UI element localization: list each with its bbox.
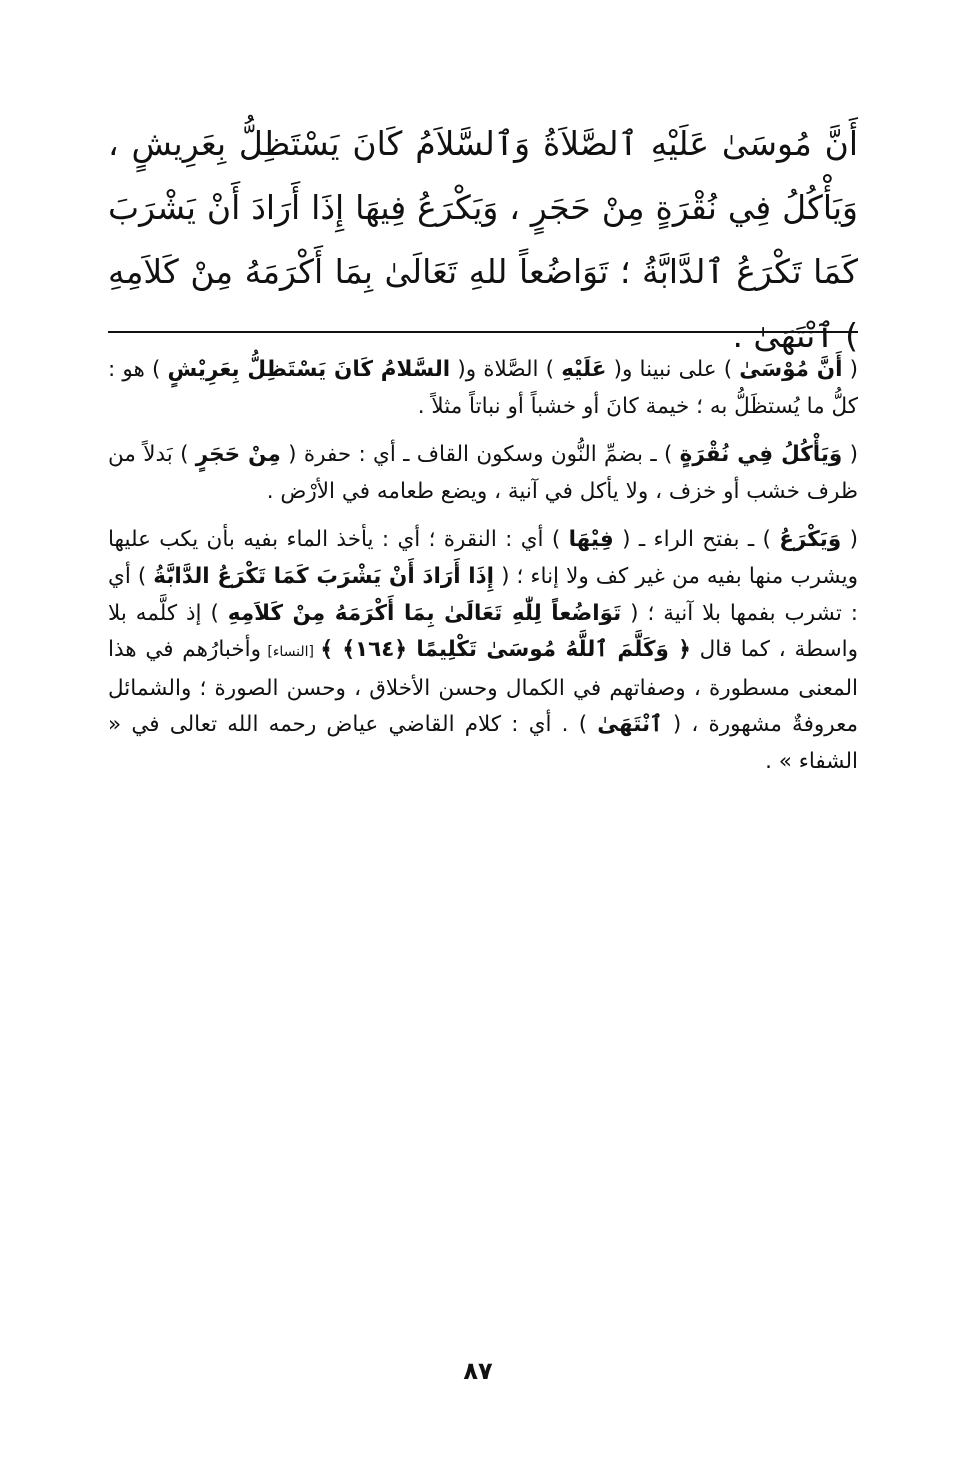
quoted-phrase: مِنْ حَجَرٍ <box>195 442 281 468</box>
separator-line <box>108 331 858 333</box>
commentary <box>108 352 858 781</box>
quoted-phrase: إِذَا أَرَادَ أَنْ يَشْرَبَ كَمَا تَكْرَعُ الدَّابَّةُ <box>153 563 495 589</box>
page-number: ٨٧ <box>463 1357 493 1385</box>
quoted-phrase: تَوَاضُعاً لِلّٰهِ تَعَالَىٰ بِمَا أَكْرَمَهُ مِنْ كَلاَمِهِ <box>227 600 622 626</box>
text-fragment: ) أي : النقرة ؛ أي : يأخذ الماء بفيه بأن يكب عليها ويشرب منها بفيه من غير كف ولا إناء ؛ ( <box>108 527 858 589</box>
text-fragment: ) ـ بفتح الراء ـ ( <box>613 527 780 553</box>
main-text: أَنَّ مُوسَىٰ عَلَيْهِ ٱلصَّلاَةُ وَٱلسَّلاَمُ كَانَ يَسْتَظِلُّ بِعَرِيشٍ ، وَيَأْكُلُ فِي نُقْرَةٍ مِنْ حَجَرٍ ، وَيَكْرَعُ فِيهَا إِذَا أَرَادَ أَنْ يَشْرَبَ كَمَا تَكْرَعُ ٱلدَّابَّةُ ؛ تَوَاضُعاً للهِ تَعَالَىٰ بِمَا أَكْرَمَهُ مِنْ كَلاَمِهِ ) ٱنْتَهَىٰ . <box>108 124 858 355</box>
quoted-phrase: وَيَأْكُلُ فِي نُقْرَةٍ <box>679 442 843 468</box>
text-fragment: ) ـ بضمِّ النُّون وسكون القاف ـ أي : حفرة ( <box>280 442 680 468</box>
text-fragment: وأخبارُهم في هذا المعنى مسطورة ، وصفاتهم في الكمال وحسن الأخلاق ، وحسن الصورة ؛ والشمائل معروفةٌ مشهورة ، ( <box>108 637 858 738</box>
text-fragment: ( <box>841 527 858 553</box>
text-fragment: ) هو : كلُّ ما يُستظَلُّ به ؛ خيمة كانَ أو خشباً أو نباتاً مثلاً . <box>108 357 858 419</box>
text-fragment: ( <box>842 357 858 382</box>
text-fragment: ) أي : تشرب بفمها بلا آنية ؛ ( <box>108 563 858 626</box>
quoted-phrase: عَلَيْهِ <box>561 357 607 382</box>
quoted-phrase: وَيَكْرَعُ <box>779 527 842 553</box>
commentary-paragraph-3 <box>108 522 858 780</box>
quoted-phrase: فِيْهَا <box>568 527 614 553</box>
quoted-phrase: السَّلامُ كَانَ يَسْتَظِلُّ بِعَرِيْشٍ <box>167 357 451 382</box>
text-fragment: ) . أي : كلام القاضي عياض رحمه الله تعالى في « الشفاء » . <box>108 712 858 774</box>
text-fragment: ) الصَّلاة و( <box>450 357 562 382</box>
text-fragment: ( <box>842 442 858 468</box>
text-fragment: ) على نبينا و( <box>606 357 740 382</box>
commentary-paragraph-1 <box>108 352 858 425</box>
quoted-phrase: ٱنْتَهَىٰ <box>597 712 663 738</box>
surah-reference: [النساء] <box>261 644 321 661</box>
text-fragment: ) إذ كلَّمه بلا واسطة ، كما قال <box>108 600 858 663</box>
quoted-phrase: أَنَّ مُوْسَىٰ <box>739 357 843 382</box>
quran-verse: ﴿ وَكَلَّمَ ٱللَّهُ مُوسَىٰ تَكْلِيمًا ﴿١٦٤﴾ ﴾ <box>320 637 691 663</box>
text-fragment: ) بَدلاً من ظرف خشب أو خزف ، ولا يأكل في آنية ، ويضع طعامه في الأرْض . <box>108 442 858 504</box>
commentary-paragraph-2 <box>108 437 858 510</box>
